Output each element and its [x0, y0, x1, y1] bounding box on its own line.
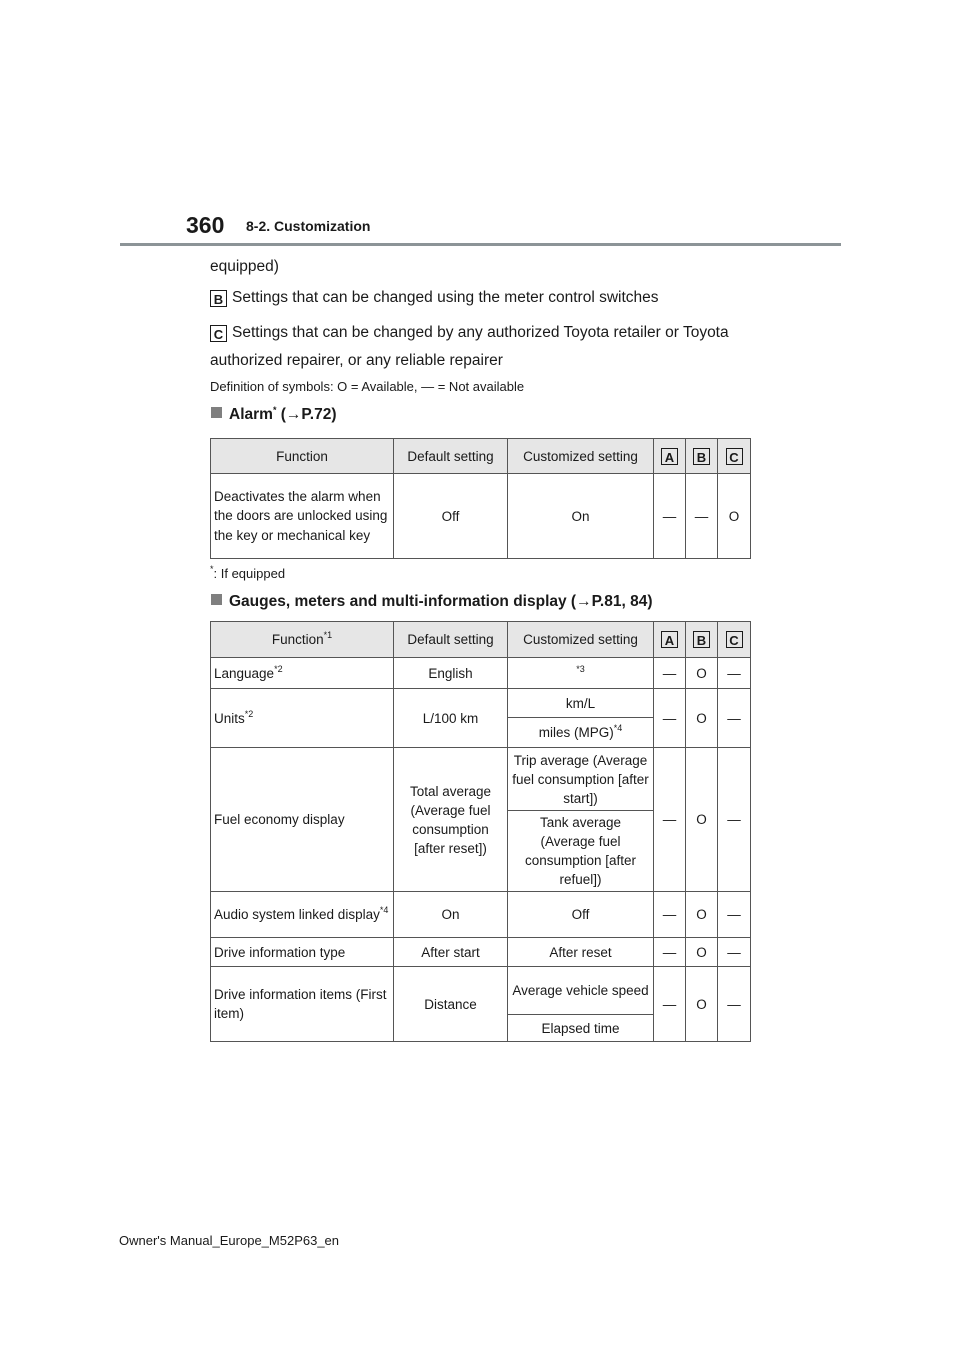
gauges-header-row [211, 622, 751, 658]
cell-function: Drive information items (First item) [211, 967, 394, 1042]
footer-text: Owner's Manual_Europe_M52P63_en [119, 1233, 340, 1248]
alarm-title: Alarm [229, 406, 273, 423]
legend-c-text: Settings that can be changed by any authorized Toyota retailer or Toyota [232, 324, 729, 341]
cell-c: — [718, 892, 751, 938]
col-customized: Customized setting [508, 622, 654, 658]
customized-note: *3 [576, 663, 585, 674]
cell-a: — [654, 892, 686, 938]
cell-customized [508, 718, 654, 748]
function-note: *4 [379, 904, 389, 915]
letter-b-box: B [693, 448, 710, 465]
bullet-square-icon [211, 594, 222, 605]
col-a [654, 622, 686, 658]
footnote-text: : If equipped [213, 566, 286, 581]
function-text: Units [214, 710, 245, 726]
section-title: 8-2. Customization [246, 218, 371, 234]
function-text: Audio system linked display [214, 906, 380, 922]
cell-b: O [686, 658, 718, 689]
cell-c: — [718, 689, 751, 748]
legend-c [210, 324, 729, 342]
cell-b: O [686, 892, 718, 938]
cell-default: English [394, 658, 508, 689]
cell-a: — [654, 748, 686, 892]
cell-c: — [718, 967, 751, 1042]
cell-default: Distance [394, 967, 508, 1042]
cell-a: — [654, 689, 686, 748]
header-rule [120, 243, 841, 246]
table-row [211, 658, 751, 689]
col-b [686, 622, 718, 658]
col-default: Default setting [394, 622, 508, 658]
cell-customized: Trip average (Average fuel consumption [after start]) [508, 748, 654, 811]
letter-a-box: A [661, 448, 678, 465]
cell-customized: On [508, 474, 654, 559]
customized-text: miles (MPG) [538, 725, 614, 740]
cell-c: — [718, 748, 751, 892]
col-function-label: Function [271, 632, 324, 647]
bullet-square-icon [211, 407, 222, 418]
cell-a: — [654, 967, 686, 1042]
letter-b-box: B [210, 290, 227, 307]
cell-function [211, 892, 394, 938]
cell-c: — [718, 658, 751, 689]
table-row [211, 689, 751, 718]
gauges-title: Gauges, meters and multi-information display (→P.81, 84) [229, 593, 653, 610]
cell-b: O [686, 689, 718, 748]
cell-customized: After reset [508, 938, 654, 967]
col-customized: Customized setting [508, 439, 654, 474]
alarm-header-row [211, 439, 751, 474]
cell-customized: Elapsed time [508, 1015, 654, 1042]
cell-default: On [394, 892, 508, 938]
letter-a-box: A [661, 631, 678, 648]
table-row [211, 474, 751, 559]
cell-function: Deactivates the alarm when the doors are unlocked using the key or mechanical key [211, 474, 394, 559]
legend-b-text: Settings that can be changed using the meter control switches [232, 289, 659, 306]
cell-function [211, 689, 394, 748]
col-c [718, 622, 751, 658]
alarm-footnote [210, 566, 285, 581]
col-c [718, 439, 751, 474]
legend-c-text-2: authorized repairer, or any reliable repairer [210, 352, 503, 369]
table-row [211, 748, 751, 811]
alarm-heading [211, 406, 336, 424]
page-number: 360 [186, 212, 225, 238]
cell-c: — [718, 938, 751, 967]
cell-b: O [686, 748, 718, 892]
table-row [211, 938, 751, 967]
cell-a: — [654, 938, 686, 967]
customized-note: *4 [613, 723, 623, 733]
cell-function [211, 658, 394, 689]
letter-b-box: B [693, 631, 710, 648]
cell-default: Total average (Average fuel consumption [after reset]) [394, 748, 508, 892]
gauges-heading [211, 593, 653, 611]
cell-default: Off [394, 474, 508, 559]
cell-b: O [686, 967, 718, 1042]
alarm-table [210, 438, 751, 559]
intro-line: equipped) [210, 258, 279, 275]
alarm-title-mark: * [272, 405, 277, 415]
letter-c-box: C [210, 325, 227, 342]
cell-function: Drive information type [211, 938, 394, 967]
function-note: *1 [323, 630, 333, 640]
legend-b [210, 289, 659, 307]
col-default: Default setting [394, 439, 508, 474]
footnote-mark: * [210, 564, 214, 574]
col-a [654, 439, 686, 474]
cell-customized: Tank average (Average fuel consumption [after refuel]) [508, 811, 654, 892]
cell-b: — [686, 474, 718, 559]
symbol-definition: Definition of symbols: O = Available, — = Not available [210, 379, 525, 394]
cell-c: O [718, 474, 751, 559]
cell-b: O [686, 938, 718, 967]
cell-customized: km/L [508, 689, 654, 718]
cell-customized: Average vehicle speed [508, 967, 654, 1015]
gauges-table [210, 621, 751, 1042]
function-note: *2 [274, 663, 283, 674]
letter-c-box: C [726, 631, 743, 648]
table-row [211, 967, 751, 1015]
table-row [211, 892, 751, 938]
cell-customized: Off [508, 892, 654, 938]
function-text: Language [214, 665, 275, 681]
cell-default: L/100 km [394, 689, 508, 748]
letter-c-box: C [726, 448, 743, 465]
col-function: Function [211, 439, 394, 474]
cell-a: — [654, 658, 686, 689]
col-b [686, 439, 718, 474]
col-function [211, 622, 394, 658]
function-note: *2 [244, 708, 254, 719]
cell-a: — [654, 474, 686, 559]
cell-customized [508, 658, 654, 689]
cell-function: Fuel economy display [211, 748, 394, 892]
alarm-ref: (→P.72) [280, 406, 337, 423]
cell-default: After start [394, 938, 508, 967]
